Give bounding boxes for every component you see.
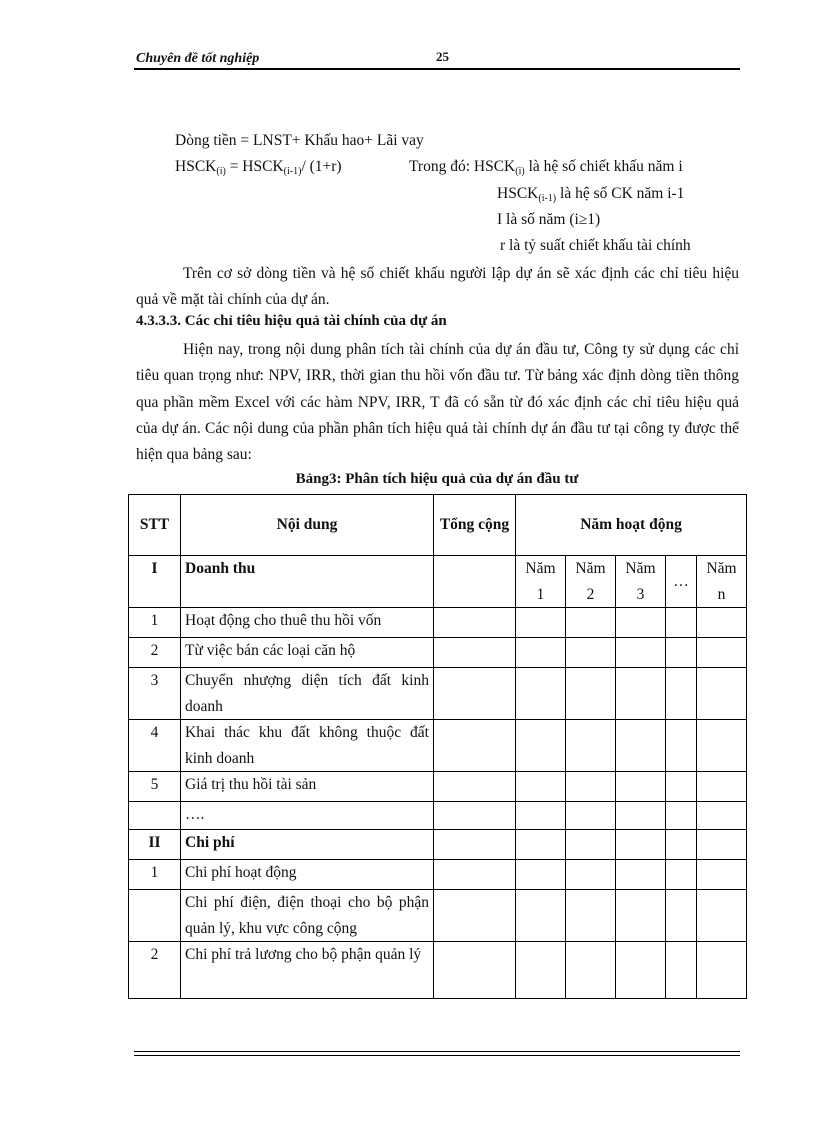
definition-hsck-i-1: $HSCK_{(i-1)}$ là hệ số CK năm i-1 — [497, 185, 685, 204]
table-header-row — [129, 495, 747, 556]
row-stt: 3 — [129, 668, 181, 720]
row-stt: II — [129, 830, 181, 860]
header-total: Tổng cộng — [434, 495, 516, 556]
row-stt — [129, 802, 181, 830]
table-row — [129, 890, 747, 942]
paragraph-indicators: Hiện nay, trong nội dung phân tích tài chính của dự án đầu tư, Công ty sử dụng các chỉ tiêu quan trọng như: NPV, IRR, thời gian thu hồi vốn đầu tư. Từ bảng xác định dòng tiền thông qua phần mềm Excel với các hàm NPV, IRR, T đã có sẵn từ đó xác định các chỉ tiêu hiệu quả của dự án. Các nội dung của phần phân tích hiệu quả tài chính dự án đầu tư tại công ty được thể hiện qua bảng sau: — [136, 341, 739, 464]
definition-i: I là số năm (i≥1) — [497, 211, 601, 228]
row-content: Chi phí trả lương cho bộ phận quản lý — [181, 942, 434, 999]
row-stt: 1 — [129, 860, 181, 890]
row-stt: 5 — [129, 772, 181, 802]
row-content: …. — [181, 802, 434, 830]
row-stt: 2 — [129, 942, 181, 999]
row-content: Từ việc bán các loại căn hộ — [181, 638, 434, 668]
section-heading: 4.3.3.3. Các chỉ tiêu hiệu quả tài chính của dự án — [136, 313, 447, 329]
row-stt — [129, 890, 181, 942]
row-stt: 1 — [129, 608, 181, 638]
row-total — [434, 556, 516, 608]
year-col: Năm n — [697, 556, 747, 608]
row-content: Chuyển nhượng diện tích đất kinh doanh — [181, 668, 434, 720]
header-stt: STT — [129, 495, 181, 556]
row-content: Khai thác khu đất không thuộc đất kinh doanh — [181, 720, 434, 772]
row-stt: 2 — [129, 638, 181, 668]
table-row — [129, 556, 747, 608]
row-content: Doanh thu — [181, 556, 434, 608]
year-col: Năm 2 — [566, 556, 616, 608]
header-content: Nội dung — [181, 495, 434, 556]
table-row — [129, 638, 747, 668]
table-row — [129, 802, 747, 830]
table-row — [129, 860, 747, 890]
page-number: 25 — [436, 49, 449, 64]
formula-cash-flow: Dòng tiền = LNST+ Khấu hao+ Lãi vay — [175, 132, 424, 149]
row-content: Chi phí — [181, 830, 434, 860]
table-row — [129, 830, 747, 860]
row-stt: 4 — [129, 720, 181, 772]
table-row — [129, 608, 747, 638]
table-row — [129, 942, 747, 999]
table-row — [129, 720, 747, 772]
row-stt: I — [129, 556, 181, 608]
table-row — [129, 772, 747, 802]
header-years: Năm hoạt động — [516, 495, 747, 556]
header-title: Chuyên đề tốt nghiệp — [136, 51, 260, 66]
footer-rule — [134, 1051, 740, 1052]
row-content: Chi phí hoạt động — [181, 860, 434, 890]
paragraph-intro: Trên cơ sở dòng tiền và hệ số chiết khấu người lập dự án sẽ xác định các chỉ tiêu hiệu quả về mặt tài chính của dự án. — [136, 265, 739, 309]
row-content: Hoạt động cho thuê thu hồi vốn — [181, 608, 434, 638]
row-content: Giá trị thu hồi tài sản — [181, 772, 434, 802]
page-header — [134, 48, 740, 70]
year-col: Năm 1 — [516, 556, 566, 608]
table-caption: Bảng3: Phân tích hiệu quả của dự án đầu tư — [295, 471, 579, 487]
definition-hsck-i: Trong đó: $HSCK_{(i)}$ là hệ số chiết khấu năm i — [409, 158, 683, 177]
row-content: Chi phí điện, điện thoại cho bộ phận quản lý, khu vực công cộng — [181, 890, 434, 942]
year-col: Năm 3 — [616, 556, 666, 608]
analysis-table — [128, 494, 747, 999]
table-row — [129, 668, 747, 720]
year-col: … — [666, 556, 697, 608]
definition-r: r là tỷ suất chiết khấu tài chính — [500, 237, 691, 254]
footer-rule — [134, 1055, 740, 1056]
formula-hsck: $HSCK_{(i)}$ = $HSCK_{(i-1)}/$ (1+r) — [175, 158, 342, 177]
